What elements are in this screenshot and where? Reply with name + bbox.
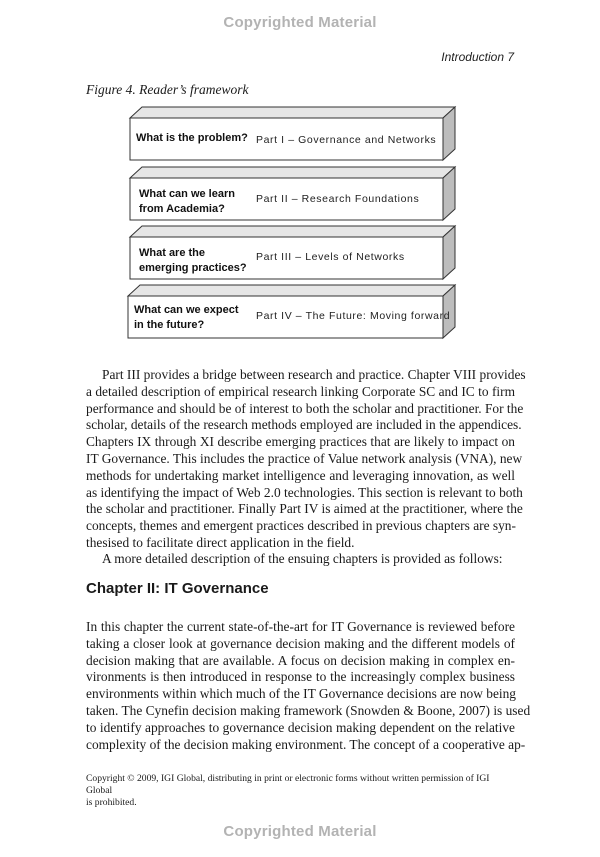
box-4-part: Part IV – The Future: Moving forward — [256, 310, 451, 322]
paragraph-chapter-two: In this chapter the current state-of-the-art for IT Governance is reviewed before taking a closer look at governance decision making and the different models of decision making that are available. A focus on decision making in complex en- vironments is then introduced in response to the increasingly complex business environments within which much of the IT Governance decisions are now being taken. The Cynefin decision making framework (Snowden & Boone, 2007) is used to identify approaches to governance decision making dependent on the relative complexity of the decision making environment. The concept of a cooperative ap- — [86, 619, 531, 752]
box-1-question: What is the problem? — [136, 132, 248, 144]
box-1-part: Part I – Governance and Networks — [256, 134, 437, 146]
watermark-bottom: Copyrighted Material — [223, 823, 377, 840]
box-2-question: What can we learn from Academia? — [139, 188, 235, 215]
copyright-notice: Copyright © 2009, IGI Global, distributing in print or electronic forms without written permission of IGI Global is prohibited. — [86, 773, 490, 808]
box-4-question: What can we expect in the future? — [134, 304, 239, 331]
box-3-question: What are the emerging practices? — [139, 247, 247, 274]
paragraph-part-three: Part III provides a bridge between research and practice. Chapter VIII provides a detailed description of empirical research linking Corporate SC and IC to firm performance and should be of interest to both the scholar and practitioner. For the scholar, details of the research methods employed are included in the appendices. Chapters IX through XI describe emerging practices that are likely to impact on IT Governance. This includes the practice of Value network analysis (VNA), new methods for undertaking market intelligence and leveraging innovation, as well as identifying the impact of Web 2.0 technologies. This section is relevant to both the scholar and practitioner. Finally Part IV is aimed at the practitioner, where the concepts, themes and emergent practices described in previous chapters are syn- thesised to facilitate direct application in the field. — [86, 367, 526, 550]
box-2-part: Part II – Research Foundations — [256, 193, 420, 205]
box-3-part: Part III – Levels of Networks — [256, 251, 405, 263]
figure-caption: Figure 4. Reader’s framework — [86, 82, 249, 97]
chapter-two-heading: Chapter II: IT Governance — [86, 580, 269, 597]
running-head: Introduction 7 — [441, 50, 514, 64]
watermark-top: Copyrighted Material — [223, 14, 377, 31]
paragraph-detailed-description: A more detailed description of the ensuing chapters is provided as follows: — [102, 551, 503, 566]
